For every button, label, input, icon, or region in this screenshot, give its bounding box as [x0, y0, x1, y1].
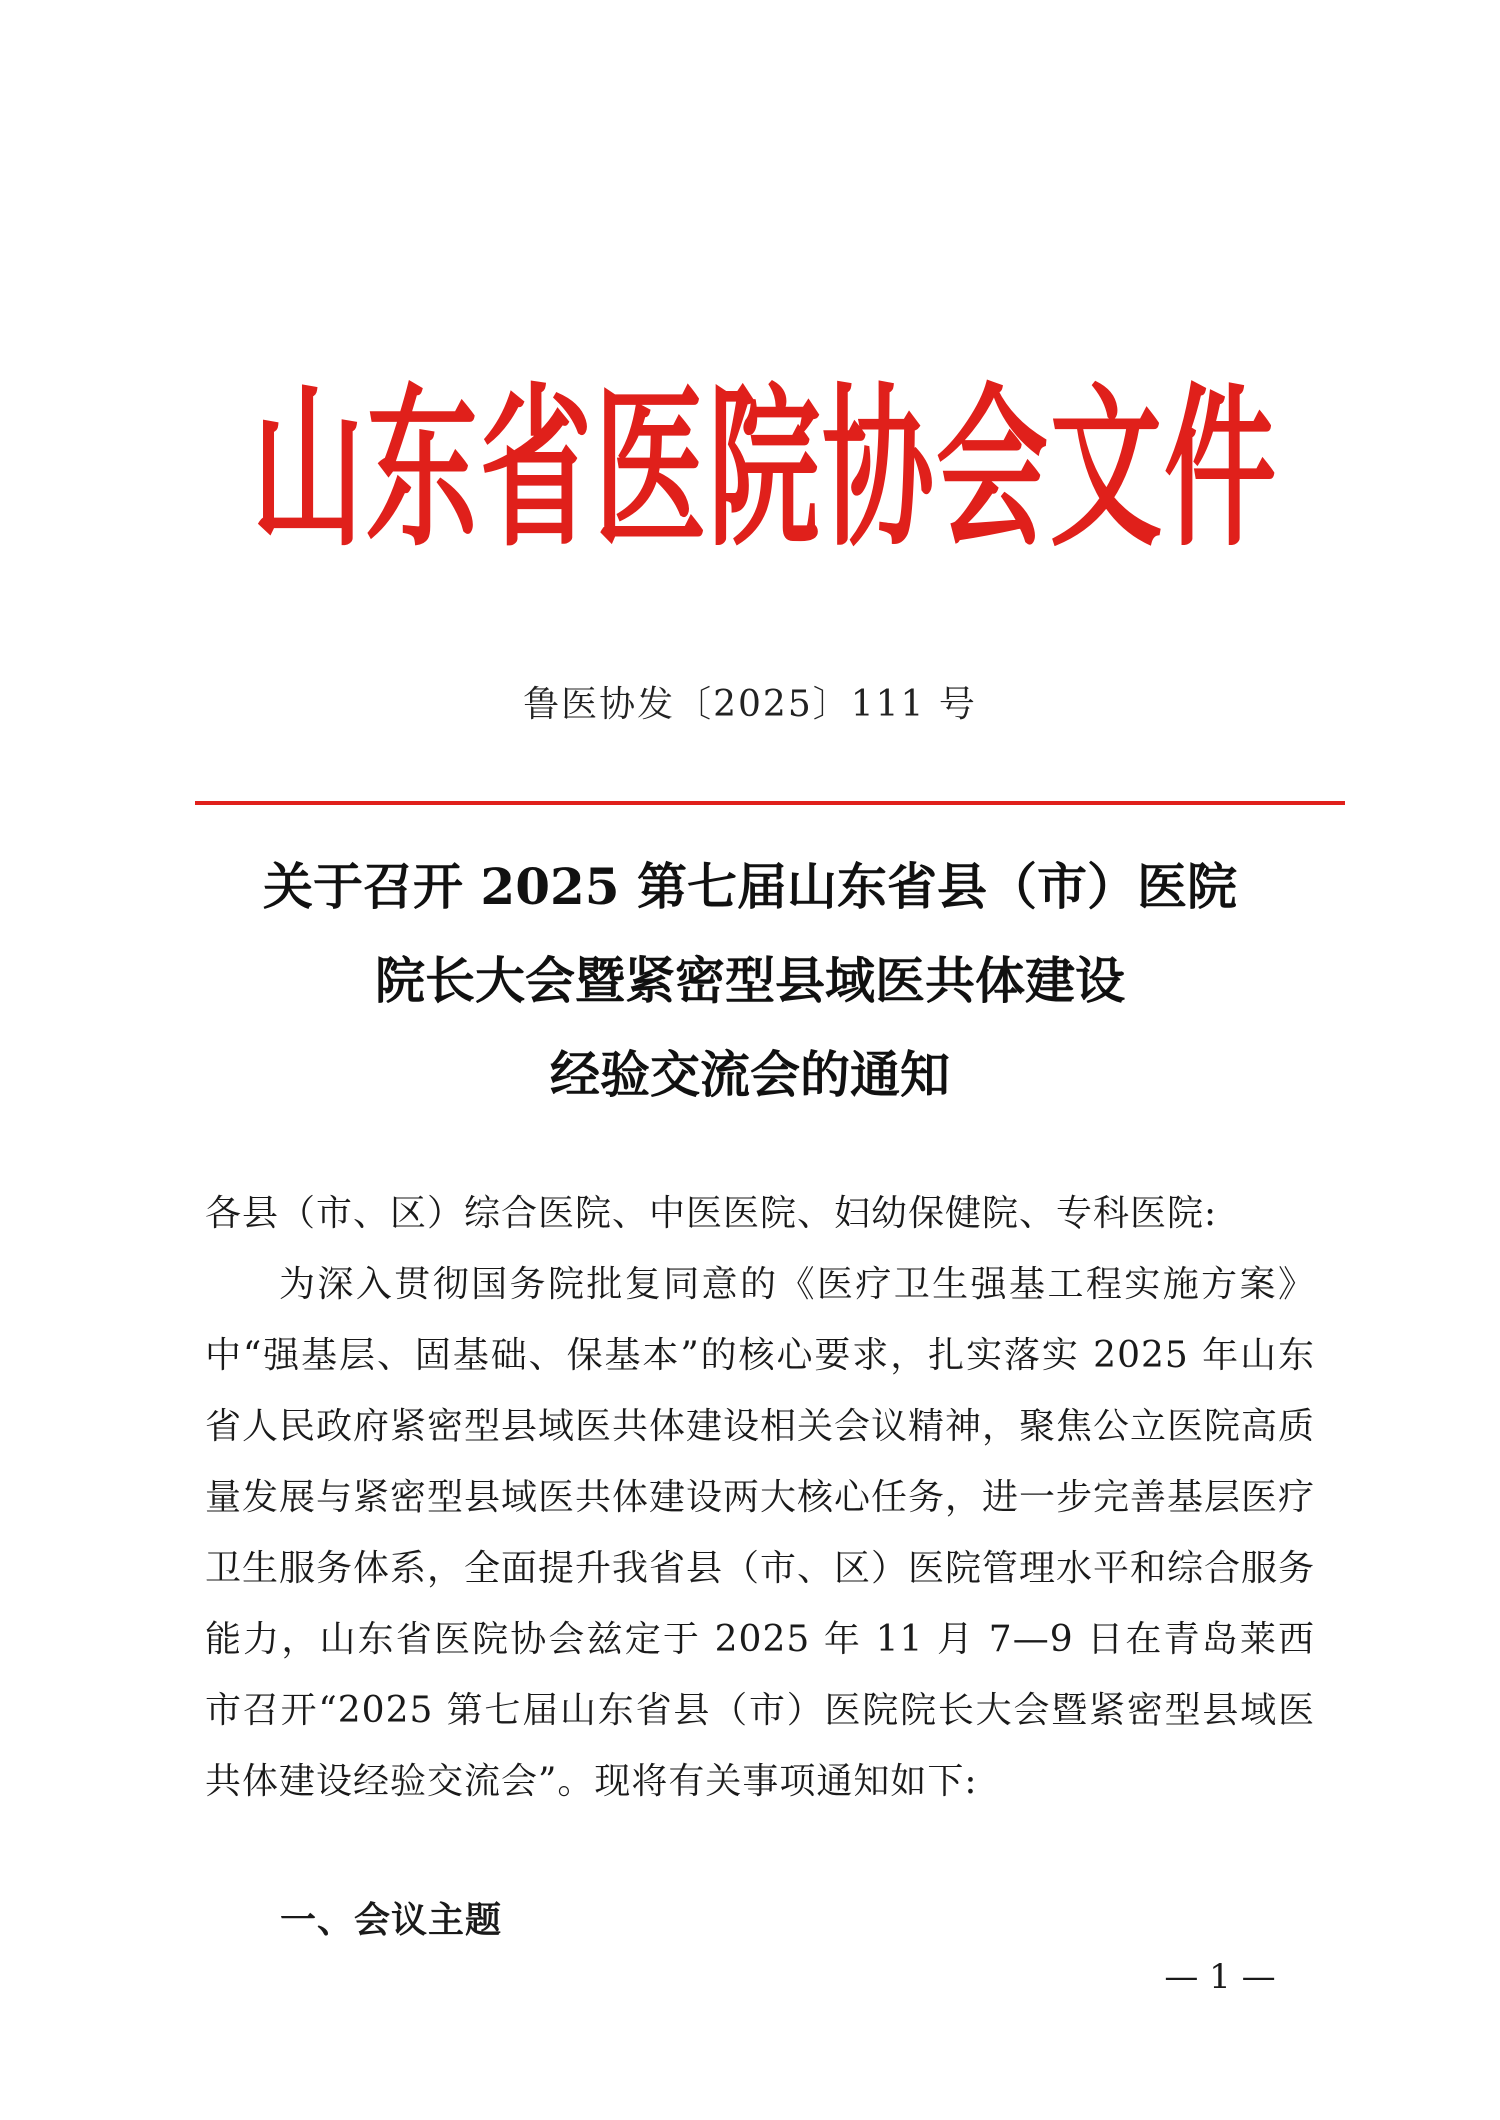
notice-title: [150, 840, 1350, 1122]
notice-title-line-3: 经验交流会的通知: [550, 1045, 950, 1104]
document-number: 鲁医协发〔2025〕111 号: [523, 684, 977, 725]
red-divider-rule: [195, 801, 1345, 805]
notice-body: [205, 1178, 1315, 1817]
notice-title-line-1: 关于召开 2025 第七届山东省县（市）医院: [263, 857, 1237, 916]
masthead-title: 山东省医院协会文件: [252, 367, 1278, 571]
page-number: — 1 —: [1164, 1957, 1276, 1997]
section-heading-theme: 一、会议主题: [280, 1900, 503, 1941]
body-paragraph: 为深入贯彻国务院批复同意的《医疗卫生强基工程实施方案》中“强基层、固基础、保基本”的核心要求，扎实落实 2025 年山东省人民政府紧密型县域医共体建设相关会议精神，聚焦公立医院高质量发展与紧密型县域医共体建设两大核心任务，进一步完善基层医疗卫生服务体系，全面提升我省县（市、区）医院管理水平和综合服务能力，山东省医院协会兹定于 2025 年 11 月 7—9 日在青岛莱西市召开“2025 第七届山东省县（市）医院院长大会暨紧密型县域医共体建设经验交流会”。现将有关事项通知如下:: [205, 1264, 1316, 1802]
salutation: 各县（市、区）综合医院、中医医院、妇幼保健院、专科医院:: [205, 1193, 1218, 1234]
notice-title-line-2: 院长大会暨紧密型县域医共体建设: [375, 951, 1125, 1010]
